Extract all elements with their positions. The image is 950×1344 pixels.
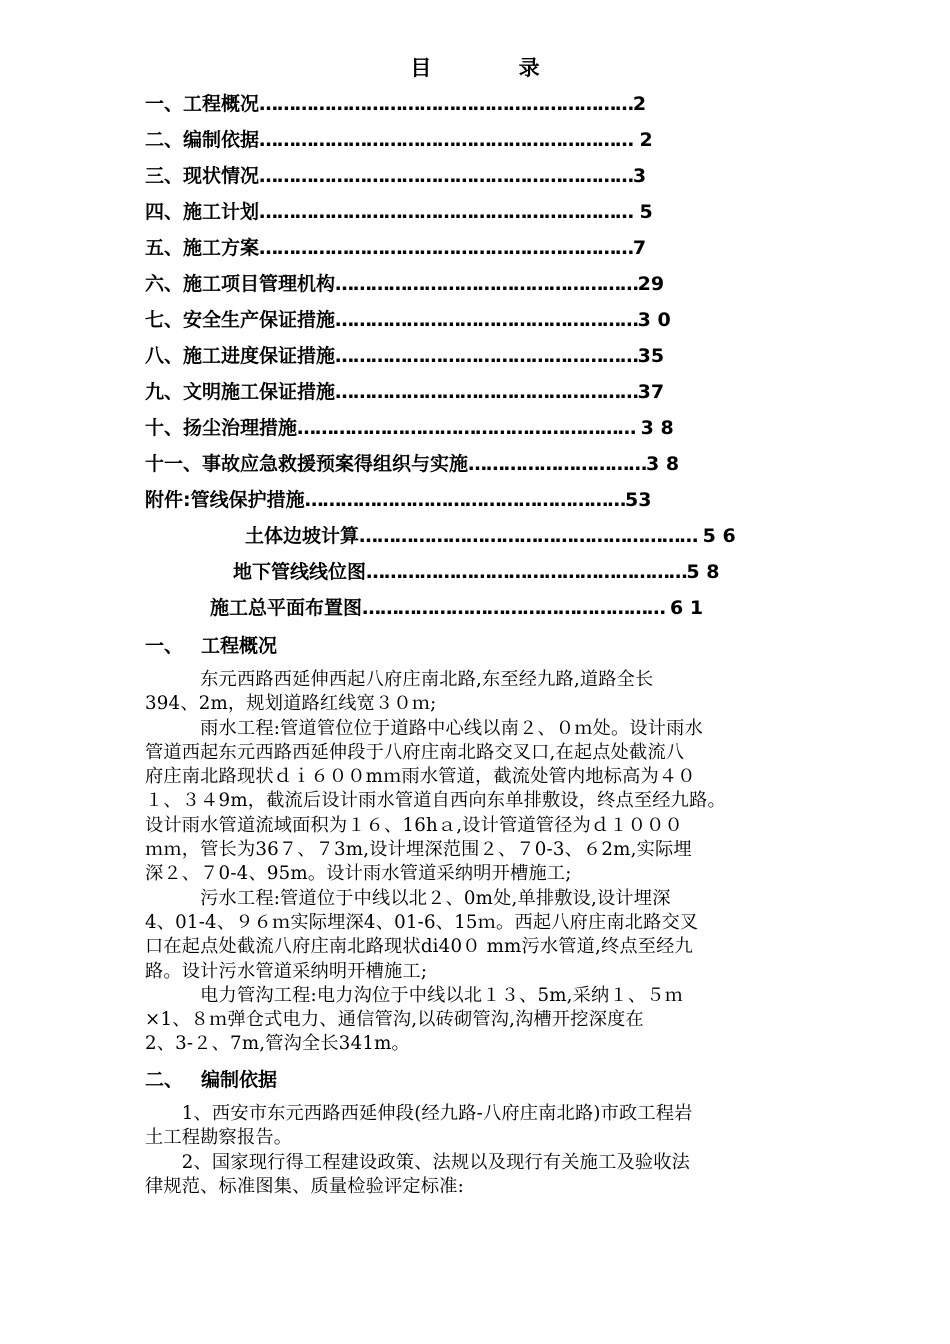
section-heading-2 bbox=[145, 1068, 277, 1092]
toc-entry bbox=[145, 128, 653, 152]
section-number: 二、 bbox=[145, 1069, 184, 1091]
toc-entry-page: 3 0 bbox=[637, 309, 671, 331]
toc-entry-page: 3 8 bbox=[640, 417, 674, 439]
text-line: 路。设计污水管道采纳明开槽施工; bbox=[145, 960, 428, 982]
toc-leader-dots: ……………………………………………… bbox=[304, 489, 626, 511]
text-line: 394、2m，规划道路红线宽３０ｍ; bbox=[145, 693, 437, 715]
toc-entry bbox=[145, 236, 646, 260]
toc-entry-label: 四、施工计划 bbox=[145, 201, 260, 223]
toc-entry bbox=[145, 308, 671, 332]
paragraph bbox=[145, 887, 810, 984]
toc-entry-page: 37 bbox=[637, 381, 665, 403]
text-line: 4、01-4、９６ｍ实际埋深4、01-6、15ｍ。西起八府庄南北路交叉 bbox=[145, 911, 699, 933]
toc-leader-dots: …………………………………………… bbox=[335, 345, 638, 367]
text-line: 律规范、标准图集、质量检验评定标准: bbox=[145, 1175, 464, 1197]
section-heading-1 bbox=[145, 634, 277, 658]
text-line: 雨水工程:管道管位位于道路中心线以南２、０ｍ处。设计雨水 bbox=[145, 717, 703, 739]
toc-entry-label: 五、施工方案 bbox=[145, 237, 260, 259]
toc-entry-page: 3 8 bbox=[646, 453, 680, 475]
section-title: 工程概况 bbox=[201, 635, 278, 657]
toc-entry bbox=[145, 92, 646, 116]
toc-leader-dots: …………………………………………… bbox=[335, 273, 638, 295]
text-line: １、３４9m，截流后设计雨水管道自西向东单排敷设，终点至经九路。 bbox=[145, 790, 726, 812]
toc-entry-page: 6 1 bbox=[670, 597, 704, 619]
toc-entry-label: 八、施工进度保证措施 bbox=[145, 345, 336, 367]
text-line: 管道西起东元西路西延伸段于八府庄南北路交叉口,在起点处截流八 bbox=[145, 741, 685, 763]
toc-entry-label: 二、编制依据 bbox=[145, 129, 260, 151]
text-line: 电力管沟工程:电力沟位于中线以北１３、5m,采纳１、５ｍ bbox=[145, 984, 683, 1006]
toc-entry bbox=[145, 452, 679, 476]
toc-entry bbox=[145, 488, 651, 512]
toc-title: 目 录 bbox=[410, 56, 580, 80]
paragraph bbox=[145, 717, 810, 887]
toc-entry-page: 5 8 bbox=[686, 561, 720, 583]
toc-entry bbox=[145, 416, 674, 440]
text-line: 深２、７0-4、95m。设计雨水管道采纳明开槽施工; bbox=[145, 863, 572, 885]
text-line: 1、西安市东元西路西延伸段(经九路-八府庄南北路)市政工程岩 bbox=[145, 1103, 693, 1124]
text-line: 2、国家现行得工程建设政策、法规以及现行有关施工及验收法 bbox=[145, 1151, 691, 1173]
toc-leader-dots: ……………………………………………………… bbox=[259, 165, 633, 187]
toc-entry-label: 七、安全生产保证措施 bbox=[145, 309, 336, 331]
toc-entry bbox=[145, 380, 664, 404]
paragraph bbox=[145, 1151, 810, 1200]
toc-entry-label: 附件:管线保护措施 bbox=[145, 489, 305, 511]
toc-entry-page: 2 bbox=[632, 129, 653, 151]
section-body-2 bbox=[145, 1102, 810, 1199]
toc-entry-label: 九、文明施工保证措施 bbox=[145, 381, 336, 403]
paragraph bbox=[145, 1102, 810, 1151]
toc-leader-dots: ………………………………………………… bbox=[359, 525, 703, 547]
text-line: ｍｍ，管长为36７、７3m,设计埋深范围２、７0-3、６2m,实际埋 bbox=[145, 839, 692, 861]
toc-entry-page: 2 bbox=[632, 93, 647, 115]
section-body-1 bbox=[145, 668, 810, 1057]
toc-entry-label: 十、扬尘治理措施 bbox=[145, 417, 298, 439]
toc-entry-page: 3 bbox=[632, 165, 647, 187]
text-line: 2、3-２、7m,管沟全长341m。 bbox=[145, 1033, 410, 1055]
toc-entry-page: 5 bbox=[632, 201, 653, 223]
toc-entry-label: 地下管线线位图 bbox=[233, 561, 367, 583]
toc-entry-label: 施工总平面布置图 bbox=[210, 597, 363, 619]
toc-entry bbox=[145, 164, 646, 188]
text-line: 府庄南北路现状ｄｉ６００mｍ雨水管道，截流处管内地标高为４０ bbox=[145, 766, 696, 788]
text-line: 污水工程:管道位于中线以北２、0m处,单排敷设,设计埋深 bbox=[145, 887, 671, 909]
toc-leader-dots: ……………………………………………… bbox=[366, 561, 687, 583]
text-line: 口在起点处截流八府庄南北路现状di40０ mm污水管道,终点至经九 bbox=[145, 936, 693, 958]
text-line: 土工程勘察报告。 bbox=[145, 1127, 293, 1149]
toc-entry-label: 一、工程概况 bbox=[145, 93, 260, 115]
toc-leader-dots: ………………………………………………… bbox=[297, 417, 641, 439]
toc-entry-page: 7 bbox=[632, 237, 647, 259]
toc-entry-page: 5 6 bbox=[702, 525, 736, 547]
toc-entry bbox=[233, 560, 719, 584]
toc-entry bbox=[245, 524, 736, 548]
toc-entry-page: 35 bbox=[637, 345, 665, 367]
toc-entry-label: 十一、事故应急救援预案得组织与实施 bbox=[145, 453, 469, 475]
toc-entry bbox=[145, 272, 664, 296]
toc-leader-dots: ……………………………………………………… bbox=[259, 237, 633, 259]
toc-entry-label: 土体边坡计算 bbox=[245, 525, 360, 547]
toc-leader-dots: ………………………… bbox=[468, 453, 647, 475]
toc-entry-page: 29 bbox=[637, 273, 665, 295]
toc-entry bbox=[210, 596, 703, 620]
paragraph bbox=[145, 984, 810, 1057]
section-number: 一、 bbox=[145, 635, 184, 657]
text-line: 东元西路西延伸西起八府庄南北路,东至经九路,道路全长 bbox=[145, 669, 654, 690]
toc-entry-label: 六、施工项目管理机构 bbox=[145, 273, 336, 295]
section-title: 编制依据 bbox=[201, 1069, 278, 1091]
toc-entry-page: 53 bbox=[625, 489, 652, 511]
toc-leader-dots: …………………………………………… bbox=[335, 381, 638, 403]
paragraph bbox=[145, 668, 810, 717]
text-line: ×1、８ｍ弹仓式电力、通信管沟,以砖砌管沟,沟槽开挖深度在 bbox=[145, 1009, 644, 1031]
toc-entry bbox=[145, 344, 664, 368]
text-line: 设计雨水管道流域面积为１６、16hａ,设计管道管径为ｄ１０００ bbox=[145, 814, 683, 836]
toc-leader-dots: …………………………………………… bbox=[335, 309, 638, 331]
toc-leader-dots: …………………………………………… bbox=[362, 597, 671, 619]
toc-leader-dots: ……………………………………………………… bbox=[259, 93, 633, 115]
toc-leader-dots: ……………………………………………………… bbox=[259, 201, 633, 223]
toc-leader-dots: ……………………………………………………… bbox=[259, 129, 633, 151]
toc-entry-label: 三、现状情况 bbox=[145, 165, 260, 187]
toc-entry bbox=[145, 200, 653, 224]
